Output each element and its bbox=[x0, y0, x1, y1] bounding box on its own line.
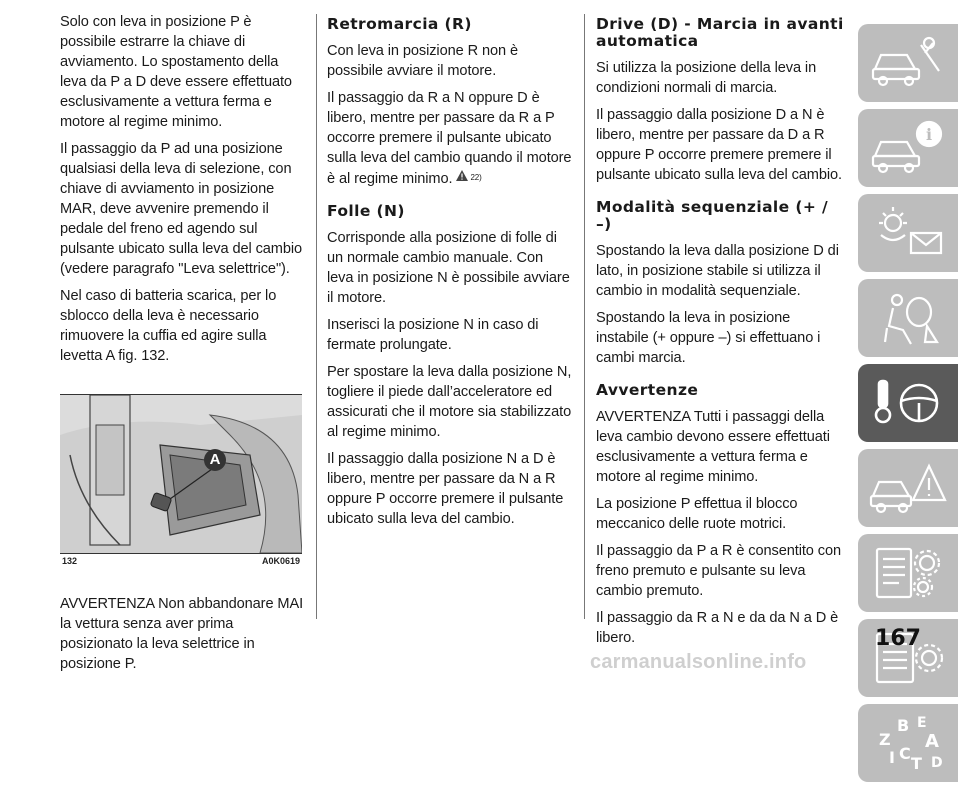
tab-dashboard[interactable] bbox=[858, 109, 958, 187]
paragraph: Con leva in posizione R non è possibile avviare il motore. bbox=[327, 43, 518, 79]
tab-vehicle-knowledge[interactable] bbox=[858, 24, 958, 102]
heading-sequenziale: Modalità sequenziale (+ / –) bbox=[596, 198, 829, 233]
dashboard-lights-icon bbox=[867, 201, 949, 265]
paragraph: Si utilizza la posizione della leva in condizioni normali di marcia. bbox=[596, 60, 817, 96]
paragraph: Per spostare la leva dalla posizione N, togliere il piede dall’acceleratore ed assicurati che il motore sia stabilizzato al regime minimo. bbox=[327, 364, 572, 440]
chapter-tabs bbox=[858, 24, 960, 789]
warning-reference: 22) bbox=[470, 173, 482, 182]
alphabetical-index-icon bbox=[867, 711, 949, 775]
paragraph: Il passaggio da P ad una posizione qualsiasi della leva di selezione, con chiave di avviamento in posizione MAR, deve avvenire premendo il pedale del freno ed agendo sul pulsante ubicato sulla leva del cambio (vedere paragrafo "Leva selettrice"). bbox=[60, 141, 303, 277]
paragraph: Il passaggio dalla posizione D a N è libero, mentre per passare da D a R oppure P occorre premere premere il pulsante ubicato sulla leva del cambio. bbox=[596, 107, 842, 183]
warning-triangle-icon bbox=[456, 170, 468, 181]
column-right bbox=[596, 16, 846, 655]
watermark: carmanualsonline.info bbox=[590, 651, 807, 673]
column-left bbox=[60, 12, 305, 681]
car-info-icon bbox=[867, 116, 949, 180]
column-divider bbox=[584, 14, 585, 619]
index-letter: I bbox=[889, 748, 895, 767]
figure-image bbox=[60, 394, 302, 554]
index-letter: Z bbox=[879, 730, 891, 749]
callout-label-a: A bbox=[204, 449, 226, 471]
heading-avvertenze: Avvertenze bbox=[596, 381, 699, 399]
index-letter: C bbox=[899, 744, 911, 763]
airbag-safety-icon bbox=[867, 286, 949, 350]
tab-maintenance[interactable] bbox=[858, 534, 958, 612]
figure-132 bbox=[60, 394, 302, 570]
tab-warning-lights[interactable] bbox=[858, 194, 958, 272]
paragraph: AVVERTENZA Non abbandonare MAI la vettura senza aver prima posizionato la leva selettrice in posizione P. bbox=[60, 596, 304, 672]
index-letter: T bbox=[911, 754, 922, 773]
paragraph: Nel caso di batteria scarica, per lo sblocco della leva è necessario rimuovere la cuffia ed agire sulla levetta A fig. 132. bbox=[60, 288, 277, 364]
tab-index[interactable] bbox=[858, 704, 958, 782]
car-tools-icon bbox=[867, 31, 949, 95]
paragraph: Il passaggio da P a R è consentito con freno premuto e pulsante su leva cambio premuto. bbox=[596, 543, 841, 599]
index-letter: A bbox=[925, 731, 939, 752]
paragraph: Spostando la leva dalla posizione D di lato, in posizione stabile si utilizza il cambio in modalità sequenziale. bbox=[596, 243, 839, 299]
paragraph: Solo con leva in posizione P è possibile estrarre la chiave di avviamento. Lo spostamento della leva da P a D deve essere effettuato esclusivamente a vettura ferma e motore al regime minimo. bbox=[60, 14, 292, 130]
paragraph: Il passaggio dalla posizione N a D è libero, mentre per passare da N a R oppure P occorre premere il pulsante ubicato sulla leva del cambio. bbox=[327, 451, 564, 527]
gear-lever-illustration bbox=[60, 395, 302, 553]
tab-emergency[interactable] bbox=[858, 449, 958, 527]
heading-drive: Drive (D) - Marcia in avanti automatica bbox=[596, 15, 844, 50]
paragraph: Il passaggio da R a N e da da N a D è libero. bbox=[596, 610, 839, 646]
figure-code: A0K0619 bbox=[261, 556, 300, 566]
maintenance-gear-icon bbox=[867, 541, 949, 605]
index-letter: E bbox=[917, 715, 927, 731]
paragraph: Spostando la leva in posizione instabile (+ oppure –) si effettuano i cambi marcia. bbox=[596, 310, 821, 366]
column-divider bbox=[316, 14, 317, 619]
paragraph bbox=[327, 88, 572, 189]
index-letter: D bbox=[931, 755, 943, 771]
figure-number: 132 bbox=[62, 556, 78, 566]
page-number: 167 bbox=[875, 626, 921, 651]
paragraph-text: Il passaggio da R a N oppure D è libero, mentre per passare da R a P occorre premere il pulsante ubicato sulla leva del cambio quando il motore è al regime minimo. bbox=[327, 90, 572, 187]
paragraph: Inserisci la posizione N in caso di fermate prolungate. bbox=[327, 317, 539, 353]
paragraph: La posizione P effettua il blocco meccanico delle ruote motrici. bbox=[596, 496, 798, 532]
column-middle bbox=[327, 16, 572, 536]
heading-folle: Folle (N) bbox=[327, 202, 405, 220]
tab-safety[interactable] bbox=[858, 279, 958, 357]
tab-starting-driving[interactable] bbox=[858, 364, 958, 442]
heading-retromarcia: Retromarcia (R) bbox=[327, 15, 472, 33]
key-steering-wheel-icon bbox=[867, 371, 949, 435]
paragraph: Corrisponde alla posizione di folle di un normale cambio manuale. Con leva in posizione N è possibile avviare il motore. bbox=[327, 230, 570, 306]
car-warning-icon bbox=[867, 456, 949, 520]
paragraph: AVVERTENZA Tutti i passaggi della leva cambio devono essere effettuati esclusivamente a vettura ferma e motore al regime minimo. bbox=[596, 409, 830, 485]
index-letter: B bbox=[897, 716, 910, 735]
svg-text:i: i bbox=[925, 125, 933, 144]
